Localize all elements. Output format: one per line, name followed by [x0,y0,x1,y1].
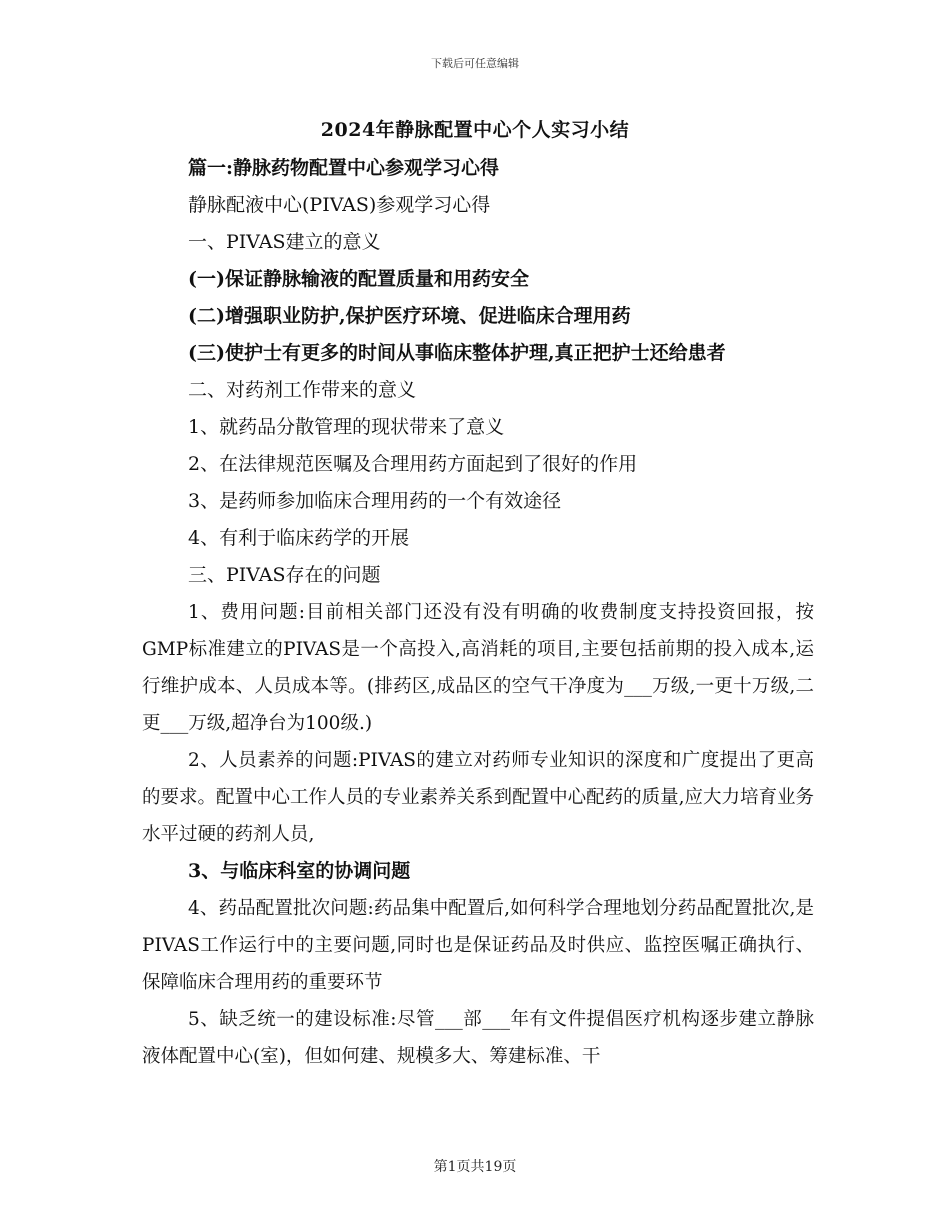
heading-2-item: 1、就药品分散管理的现状带来了意义 [188,416,505,438]
page-footer: 第1页共19页 [433,1159,517,1175]
heading-3: 三、PIVAS存在的问题 [188,564,381,586]
heading-2-item: 4、有利于临床药学的开展 [188,527,410,549]
problem-paragraph: 5、缺乏统一的建设标准:尽管___部___年有文件提倡医疗机构逐步建立静脉液体配置中心(室)，但如何建、规模多大、筹建标准、干 [142,1009,814,1067]
document-title: 2024年静脉配置中心个人实习小结 [320,119,630,141]
heading-2: 二、对药剂工作带来的意义 [188,379,417,401]
document-body [142,150,814,1075]
heading-2-item: 2、在法律规范医嘱及合理用药方面起到了很好的作用 [188,453,638,475]
header-note: 下载后可任意编辑 [431,57,519,70]
heading-1: 一、PIVAS建立的意义 [188,231,381,253]
problem-paragraph: 4、药品配置批次问题:药品集中配置后,如何科学合理地划分药品配置批次,是PIVAS工作运行中的主要问题,同时也是保证药品及时供应、监控医嘱正确执行、保障临床合理用药的重要环节 [142,898,814,993]
problem-paragraph: 2、人员素养的问题:PIVAS的建立对药师专业知识的深度和广度提出了更高的要求。配置中心工作人员的专业素养关系到配置中心配药的质量,应大力培育业务水平过硬的药剂人员, [142,750,814,845]
heading-1-item: (一)保证静脉输液的配置质量和用药安全 [188,268,529,290]
heading-1-item: (二)增强职业防护,保护医疗环境、促进临床合理用药 [188,305,631,327]
heading-1-item: (三)使护士有更多的时间从事临床整体护理,真正把护士还给患者 [188,342,726,364]
problem-heading: 3、与临床科室的协调问题 [188,860,411,882]
section-title: 篇一:静脉药物配置中心参观学习心得 [188,157,500,179]
problem-paragraph: 1、费用问题:目前相关部门还没有没有明确的收费制度支持投资回报，按GMP标准建立的PIVAS是一个高投入,高消耗的项目,主要包括前期的投入成本,运行维护成本、人员成本等。(排药区,成品区的空气干净度为___万级,一更十万级,二更___万级,超净台为100级.) [142,602,814,734]
subtitle: 静脉配液中心(PIVAS)参观学习心得 [188,194,491,216]
heading-2-item: 3、是药师参加临床合理用药的一个有效途径 [188,490,562,512]
